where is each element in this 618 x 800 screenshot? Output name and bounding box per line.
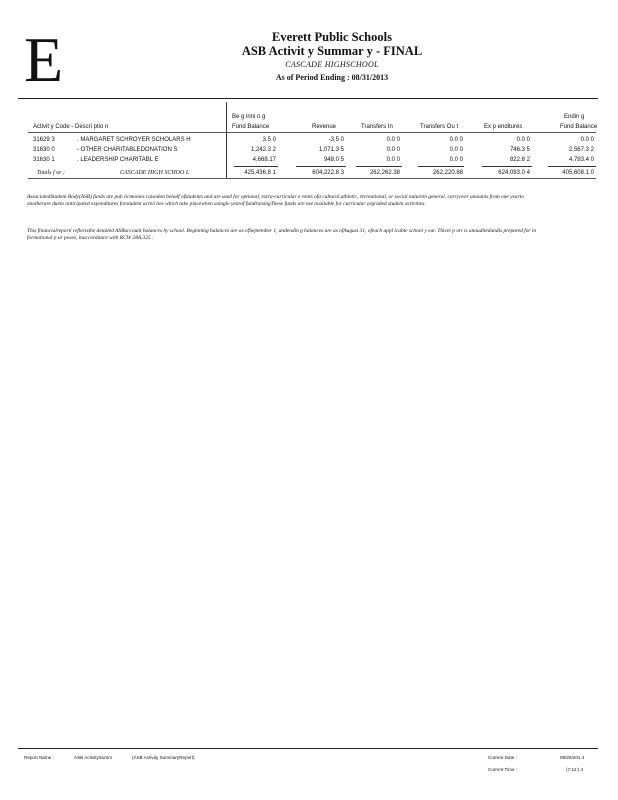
row-expenditures: 822.8 2 — [509, 157, 530, 163]
row-code: 31629 3 — [33, 137, 55, 143]
col-activity: Activit y Code - Descri ptio n — [33, 124, 109, 130]
col-transfers-in: Transfers In — [361, 124, 393, 130]
col-expenditures: Ex p enditures — [484, 124, 523, 130]
totals-ending: 405,608.1 0 — [562, 170, 594, 176]
header-rule — [18, 98, 598, 99]
total-rule — [418, 166, 464, 167]
total-rule — [548, 166, 596, 167]
totals-school: CASCADE HIGH SCHOO L — [120, 170, 190, 176]
col-beginning-1: Be g inni n g — [232, 114, 266, 120]
col-transfers-out: Transfers Ou t — [420, 124, 459, 130]
row-ending: 2,567.3 2 — [568, 147, 594, 153]
totals-transfers-in: 262,262.38 — [369, 170, 400, 176]
total-rule — [482, 166, 532, 167]
totals-transfers-out: 262,220.88 — [432, 170, 463, 176]
row-desc: - OTHER CHARITABLEDONATION S — [77, 147, 178, 153]
totals-expenditures: 624,093.0 4 — [498, 170, 530, 176]
row-transfers-out: 0.0 0 — [449, 157, 463, 163]
footer-time-label: Current Time : — [488, 767, 518, 772]
row-revenue: 948.0 5 — [323, 157, 344, 163]
row-transfers-in: 0.0 0 — [386, 137, 400, 143]
col-revenue: Revenue — [312, 124, 337, 130]
footer-time-value: (7:12:) 4 — [566, 767, 584, 772]
footer-rule — [18, 748, 598, 749]
row-revenue: -3.5 0 — [328, 137, 344, 143]
row-desc: . LEADERSHIP CHARITABL E — [77, 157, 159, 163]
row-ending: 0.0 0 — [580, 137, 594, 143]
total-rule — [234, 166, 278, 167]
report-note-paragraph: This financialreporti reflectsthe detailed ASBaccount balances by school. Beginning balances are as ofSeptember 1, andendin g balances are as ofAugust 31, ofeach appl icable school y ear. Thisre p ort is unauditedandis prepared for in formational p ur poses, inaccordance with RCW 28A.325 . — [27, 228, 537, 241]
footer-report-label: Report Name : — [24, 755, 54, 760]
totals-label: Totals f or : — [37, 170, 65, 176]
row-transfers-out: 0.0 0 — [449, 137, 463, 143]
totals-beginning: 425,436.8 1 — [244, 170, 276, 176]
asb-note-paragraph: AssociatedStudent Body(ASB) funds are pub licmonies raisedon behalf ofstudents and are used for optional, extra-curricular e vents ofa cultural,athletic, recreational, or social naturein general, carryover amounts from one yearto anotherare dueto anticipated expenditures forstudent activi ties which take placewhen asingle yearof fundraisingThese funds are not available for curricular orgraded student activities. — [27, 194, 524, 207]
row-desc: . MARGARET SCHROYER SCHOLARS H — [77, 137, 191, 143]
col-ending-1: Endin g — [564, 114, 585, 120]
district-logo: E — [24, 24, 64, 95]
row-ending: 4,793.4 0 — [568, 157, 594, 163]
school-name: CASCADE HIGHSCHOOL — [285, 60, 379, 69]
col-ending-2: Fund Balance — [560, 124, 598, 130]
row-beginning: 3.5 0 — [262, 137, 276, 143]
report-title: ASB Activit y Summar y - FINAL — [241, 44, 423, 58]
period-ending: As of Period Ending : 08/31/2013 — [275, 73, 389, 82]
row-expenditures: 746.3 5 — [509, 147, 530, 153]
row-revenue: 1,071.3 5 — [318, 147, 344, 153]
footer-report-name: ASB ActivitySumm — [74, 755, 113, 760]
totals-revenue: 604,222.8 3 — [312, 170, 344, 176]
row-transfers-in: 0.0 0 — [386, 157, 400, 163]
total-rule — [356, 166, 402, 167]
col-beginning-2: Fund Balance — [232, 124, 270, 130]
row-expenditures: 0.0 0 — [516, 137, 530, 143]
totals-rule — [28, 178, 596, 179]
row-beginning: 1,242.3 2 — [250, 147, 276, 153]
row-transfers-out: 0.0 0 — [449, 147, 463, 153]
row-transfers-in: 0.0 0 — [386, 147, 400, 153]
row-beginning: 4,668.17 — [252, 157, 276, 163]
header-underline — [28, 132, 596, 133]
row-code: 31630 1 — [33, 157, 55, 163]
footer-date-label: Current Date : — [488, 755, 517, 760]
footer-report-desc: (ASB Activity SummaryReport) — [132, 755, 195, 760]
row-code: 31630 0 — [33, 147, 55, 153]
footer-date-value: 08/26/201 4 — [560, 755, 585, 760]
org-title: Everett Public Schools — [272, 30, 392, 44]
total-rule — [296, 166, 346, 167]
